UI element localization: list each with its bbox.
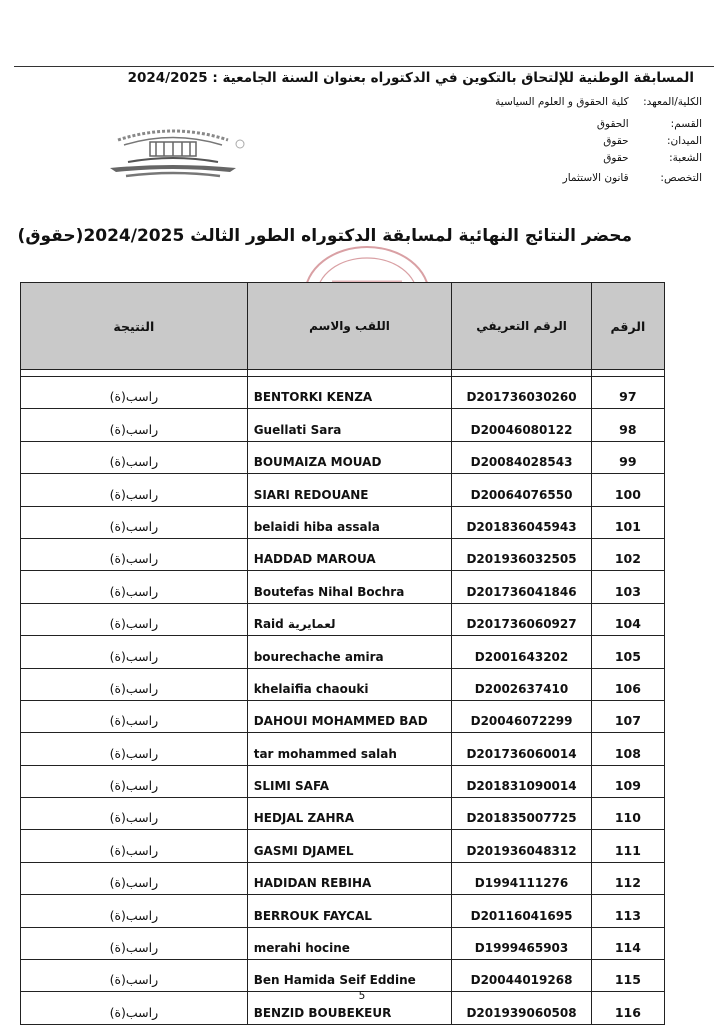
id-cell: D201736060014 [452, 733, 591, 765]
info-value: قانون الاستثمار [562, 172, 629, 184]
name-cell: DAHOUI MOHAMMED BAD [247, 700, 452, 732]
number-cell: 98 [591, 409, 664, 441]
result-cell: راسب(ة) [21, 474, 248, 506]
table-row [21, 603, 665, 635]
name-cell: Guellati Sara [247, 409, 452, 441]
table-row [21, 474, 665, 506]
number-cell: 100 [591, 474, 664, 506]
id-cell: D2002637410 [452, 668, 591, 700]
table-row [21, 668, 665, 700]
id-cell: D20044019268 [452, 960, 591, 992]
result-cell: راسب(ة) [21, 895, 248, 927]
info-label: التخصص: [660, 172, 702, 184]
table-row [21, 798, 665, 830]
table-row [21, 733, 665, 765]
table-row [21, 830, 665, 862]
result-cell: راسب(ة) [21, 992, 248, 1024]
table-row [21, 862, 665, 894]
info-label: الميدان: [666, 135, 702, 147]
name-cell: BENZID BOUBEKEUR [247, 992, 452, 1024]
column-header-number: الرقم [591, 283, 664, 370]
number-cell: 106 [591, 668, 664, 700]
id-cell: D201939060508 [452, 992, 591, 1024]
info-value: الحقوق [596, 118, 629, 130]
table-row [21, 700, 665, 732]
id-cell: D201736060927 [452, 603, 591, 635]
result-cell: راسب(ة) [21, 538, 248, 570]
id-cell: D1994111276 [452, 862, 591, 894]
name-cell: merahi hocine [247, 927, 452, 959]
name-cell: HEDJAL ZAHRA [247, 798, 452, 830]
name-cell: HADIDAN REBIHA [247, 862, 452, 894]
table-row [21, 895, 665, 927]
info-label: الشعبة: [669, 152, 702, 164]
name-cell: SIARI REDOUANE [247, 474, 452, 506]
column-header-result: النتيجة [21, 283, 248, 370]
info-branch [603, 152, 702, 164]
result-cell: راسب(ة) [21, 441, 248, 473]
id-cell: D20084028543 [452, 441, 591, 473]
name-cell: BERROUK FAYCAL [247, 895, 452, 927]
table-row [21, 571, 665, 603]
info-label: الكلية/المعهد: [643, 96, 702, 108]
id-cell: D201836045943 [452, 506, 591, 538]
table-spacer-row [21, 370, 665, 377]
table-row [21, 538, 665, 570]
result-cell: راسب(ة) [21, 377, 248, 409]
id-cell: D20046080122 [452, 409, 591, 441]
name-cell: khelaifia chaouki [247, 668, 452, 700]
name-cell: Raid لعمايرية [247, 603, 452, 635]
info-department [597, 118, 702, 130]
name-cell: tar mohammed salah [247, 733, 452, 765]
id-cell: D20116041695 [452, 895, 591, 927]
number-cell: 115 [591, 960, 664, 992]
result-cell: راسب(ة) [21, 700, 248, 732]
info-specialty [563, 172, 702, 184]
table-header-row [21, 283, 665, 370]
result-cell: راسب(ة) [21, 798, 248, 830]
id-cell: D2001643202 [452, 636, 591, 668]
id-cell: D201936048312 [452, 830, 591, 862]
id-cell: D201835007725 [452, 798, 591, 830]
number-cell: 114 [591, 927, 664, 959]
info-value: كلية الحقوق و العلوم السياسية [495, 96, 629, 108]
number-cell: 102 [591, 538, 664, 570]
competition-heading: المسابقة الوطنية للإلتحاق بالتكوين في الدكتوراه بعنوان السنة الجامعية : 2024/2025 [127, 70, 694, 86]
result-cell: راسب(ة) [21, 765, 248, 797]
number-cell: 105 [591, 636, 664, 668]
table-row [21, 765, 665, 797]
name-cell: Boutefas Nihal Bochra [247, 571, 452, 603]
number-cell: 104 [591, 603, 664, 635]
table-row [21, 927, 665, 959]
table-row [21, 409, 665, 441]
id-cell: D1999465903 [452, 927, 591, 959]
name-cell: belaidi hiba assala [247, 506, 452, 538]
name-cell: Ben Hamida Seif Eddine [247, 960, 452, 992]
number-cell: 113 [591, 895, 664, 927]
info-value: حقوق [603, 135, 629, 147]
result-cell: راسب(ة) [21, 927, 248, 959]
number-cell: 99 [591, 441, 664, 473]
number-cell: 109 [591, 765, 664, 797]
results-table [20, 282, 665, 1025]
number-cell: 111 [591, 830, 664, 862]
column-header-id: الرقم التعريفي [452, 283, 591, 370]
info-faculty [495, 96, 702, 108]
column-header-name: اللقب والاسم [247, 283, 452, 370]
info-value: حقوق [603, 152, 629, 164]
table-row [21, 441, 665, 473]
number-cell: 110 [591, 798, 664, 830]
result-cell: راسب(ة) [21, 571, 248, 603]
number-cell: 112 [591, 862, 664, 894]
id-cell: D20064076550 [452, 474, 591, 506]
table-row [21, 377, 665, 409]
result-cell: راسب(ة) [21, 862, 248, 894]
result-cell: راسب(ة) [21, 506, 248, 538]
result-cell: راسب(ة) [21, 603, 248, 635]
result-cell: راسب(ة) [21, 636, 248, 668]
result-cell: راسب(ة) [21, 960, 248, 992]
id-cell: D201736030260 [452, 377, 591, 409]
number-cell: 103 [591, 571, 664, 603]
info-label: القسم: [670, 118, 702, 130]
name-cell: GASMI DJAMEL [247, 830, 452, 862]
university-logo-icon [98, 118, 248, 188]
number-cell: 108 [591, 733, 664, 765]
result-cell: راسب(ة) [21, 668, 248, 700]
result-cell: راسب(ة) [21, 733, 248, 765]
id-cell: D201831090014 [452, 765, 591, 797]
top-divider [14, 66, 714, 67]
id-cell: D20046072299 [452, 700, 591, 732]
table-row [21, 960, 665, 992]
id-cell: D201736041846 [452, 571, 591, 603]
number-cell: 101 [591, 506, 664, 538]
number-cell: 116 [591, 992, 664, 1024]
number-cell: 107 [591, 700, 664, 732]
name-cell: BENTORKI KENZA [247, 377, 452, 409]
page-number: 5 [358, 990, 366, 1002]
name-cell: SLIMI SAFA [247, 765, 452, 797]
report-title: محضر النتائج النهائية لمسابقة الدكتوراه الطور الثالث 2024/2025(حقوق) [17, 226, 632, 246]
name-cell: HADDAD MAROUA [247, 538, 452, 570]
name-cell: bourechache amira [247, 636, 452, 668]
table-row [21, 636, 665, 668]
result-cell: راسب(ة) [21, 409, 248, 441]
result-cell: راسب(ة) [21, 830, 248, 862]
name-cell: BOUMAIZA MOUAD [247, 441, 452, 473]
number-cell: 97 [591, 377, 664, 409]
id-cell: D201936032505 [452, 538, 591, 570]
table-row [21, 506, 665, 538]
info-field [603, 135, 702, 147]
